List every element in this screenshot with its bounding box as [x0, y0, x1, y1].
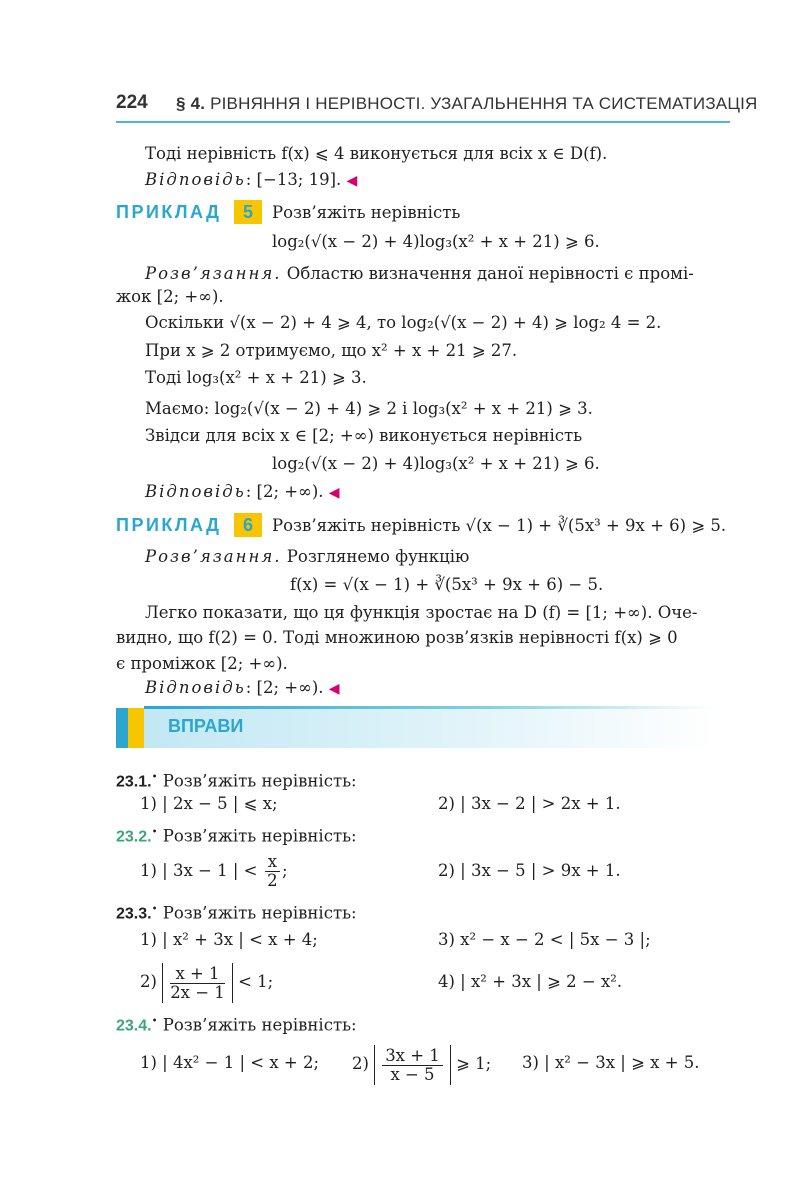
intro-line: Тоді нерівність f(x) ⩽ 4 виконується для всіх x ∈ D(f). — [145, 144, 608, 163]
exercise-23-1-item1: 1) | 2x − 5 | ⩽ x; — [140, 794, 278, 813]
fraction-numerator: 3x + 1 — [382, 1047, 443, 1066]
item-suffix: ; — [282, 861, 288, 880]
example5-label: ПРИКЛАД — [116, 202, 222, 222]
exercise-23-3 — [116, 899, 357, 926]
exercise-text: Розв’яжіть нерівність: — [157, 903, 357, 923]
exercise-number: 23.1. — [116, 773, 152, 791]
fraction-denominator: 2x − 1 — [170, 982, 225, 1002]
end-triangle-icon: ◀ — [328, 681, 340, 697]
example5-task: Розв’яжіть нерівність — [272, 203, 461, 222]
end-triangle-icon: ◀ — [328, 485, 340, 501]
example5-step3: Тоді log₃(x² + x + 21) ⩾ 3. — [145, 368, 367, 387]
example5-step6: log₂(√(x − 2) + 4)log₃(x² + x + 21) ⩾ 6. — [272, 454, 600, 473]
exercise-23-4-item3: 3) | x² − 3x | ⩾ x + 5. — [522, 1053, 700, 1072]
difficulty-mark-icon: • — [151, 904, 158, 915]
chapter-title: РІВНЯННЯ І НЕРІВНОСТІ. УЗАГАЛЬНЕННЯ ТА СИСТЕМАТИЗАЦІЯ — [210, 94, 758, 113]
example6-number: 6 — [234, 513, 262, 537]
header-rule — [116, 121, 730, 123]
exercise-23-2-item2: 2) | 3x − 5 | > 9x + 1. — [438, 861, 621, 880]
running-header — [176, 94, 758, 114]
solution-label: Розв’язання. — [145, 547, 282, 566]
exercise-23-3-item3: 3) x² − x − 2 < | 5x − 3 |; — [438, 930, 651, 949]
fraction — [265, 853, 280, 890]
exercise-23-4 — [116, 1011, 357, 1038]
solution-label: Розв’язання. — [145, 264, 282, 283]
example5-answer — [145, 481, 340, 504]
solution-text: Розглянемо функцію — [281, 547, 470, 566]
answer-value: : [2; +∞). — [245, 482, 324, 501]
example5-solution — [145, 263, 694, 285]
exercise-23-2 — [116, 822, 357, 849]
exercise-text: Розв’яжіть нерівність: — [157, 771, 357, 791]
item-suffix: ⩾ 1; — [456, 1054, 492, 1073]
example6-solution — [145, 546, 469, 568]
solution-text: Областю визначення даної нерівності є промі- — [281, 264, 694, 283]
answer-value: : [−13; 19]. — [245, 170, 342, 189]
difficulty-mark-icon: • — [151, 772, 158, 783]
example5-step2: При x ⩾ 2 отримуємо, що x² + x + 21 ⩾ 27. — [145, 341, 518, 360]
exercise-23-4-item2 — [352, 1044, 491, 1085]
exercises-banner-rule — [144, 706, 716, 709]
item-prefix: 2) — [352, 1054, 369, 1073]
difficulty-mark-icon: • — [151, 827, 158, 838]
exercises-banner-yellow-strip — [128, 708, 144, 748]
exercises-banner-blue-strip — [116, 708, 128, 748]
exercise-text: Розв’яжіть нерівність: — [157, 1015, 357, 1035]
exercise-23-3-item1: 1) | x² + 3x | < x + 4; — [140, 930, 318, 949]
exercises-title: ВПРАВИ — [168, 716, 244, 736]
exercise-23-2-item1 — [140, 853, 288, 890]
example6-task: Розв’яжіть нерівність √(x − 1) + ∛(5x³ + 9x + 6) ⩾ 5. — [272, 516, 727, 535]
intro-answer — [145, 169, 357, 192]
example5-step4: Маємо: log₂(√(x − 2) + 4) ⩾ 2 і log₃(x² + x + 21) ⩾ 3. — [145, 399, 593, 418]
example6-label: ПРИКЛАД — [116, 515, 222, 535]
fraction-numerator: x + 1 — [170, 965, 225, 984]
fraction-numerator: x — [265, 853, 280, 872]
answer-label: Відповідь — [145, 678, 246, 697]
exercise-23-1-item2: 2) | 3x − 2 | > 2x + 1. — [438, 794, 621, 813]
exercise-number: 23.3. — [116, 905, 152, 923]
fraction-denominator: 2 — [267, 871, 278, 890]
item-prefix: 2) — [140, 972, 157, 991]
difficulty-mark-icon: • — [151, 1016, 158, 1027]
example5-number: 5 — [234, 200, 262, 224]
exercise-23-3-item4: 4) | x² + 3x | ⩾ 2 − x². — [438, 972, 623, 991]
example6-para3: є проміжок [2; +∞). — [116, 654, 288, 673]
example5-step1: Оскільки √(x − 2) + 4 ⩾ 4, то log₂(√(x − 2) + 4) ⩾ log₂ 4 = 2. — [145, 313, 662, 332]
example6-answer — [145, 677, 340, 700]
fraction — [382, 1047, 443, 1084]
exercise-number: 23.2. — [116, 828, 152, 846]
fraction-denominator: x − 5 — [390, 1064, 435, 1084]
fraction — [170, 965, 225, 1002]
example6-para2: видно, що f(2) = 0. Тоді множиною розв’язків нерівності f(x) ⩾ 0 — [116, 628, 678, 647]
answer-value: : [2; +∞). — [245, 678, 324, 697]
example5-solution-cont: жок [2; +∞). — [116, 287, 224, 306]
exercise-number: 23.4. — [116, 1017, 152, 1035]
example5-formula: log₂(√(x − 2) + 4)log₃(x² + x + 21) ⩾ 6. — [272, 232, 600, 251]
page-number: 224 — [116, 92, 148, 113]
section-number: § 4. — [176, 94, 206, 113]
exercise-23-1 — [116, 767, 357, 794]
end-triangle-icon: ◀ — [346, 173, 358, 189]
absolute-value — [374, 1045, 451, 1085]
item-suffix: < 1; — [238, 972, 274, 991]
answer-label: Відповідь — [145, 170, 246, 189]
answer-label: Відповідь — [145, 482, 246, 501]
example6-function: f(x) = √(x − 1) + ∛(5x³ + 9x + 6) − 5. — [290, 575, 604, 594]
exercise-23-3-item2 — [140, 962, 273, 1003]
exercise-23-4-item1: 1) | 4x² − 1 | < x + 2; — [140, 1053, 320, 1072]
example5-step5: Звідси для всіх x ∈ [2; +∞) виконується нерівність — [145, 426, 583, 445]
exercise-text: Розв’яжіть нерівність: — [157, 826, 357, 846]
item-prefix: 1) | 3x − 1 | < — [140, 861, 258, 880]
absolute-value — [162, 963, 233, 1003]
example6-para1: Легко показати, що ця функція зростає на D (f) = [1; +∞). Оче- — [145, 603, 698, 622]
